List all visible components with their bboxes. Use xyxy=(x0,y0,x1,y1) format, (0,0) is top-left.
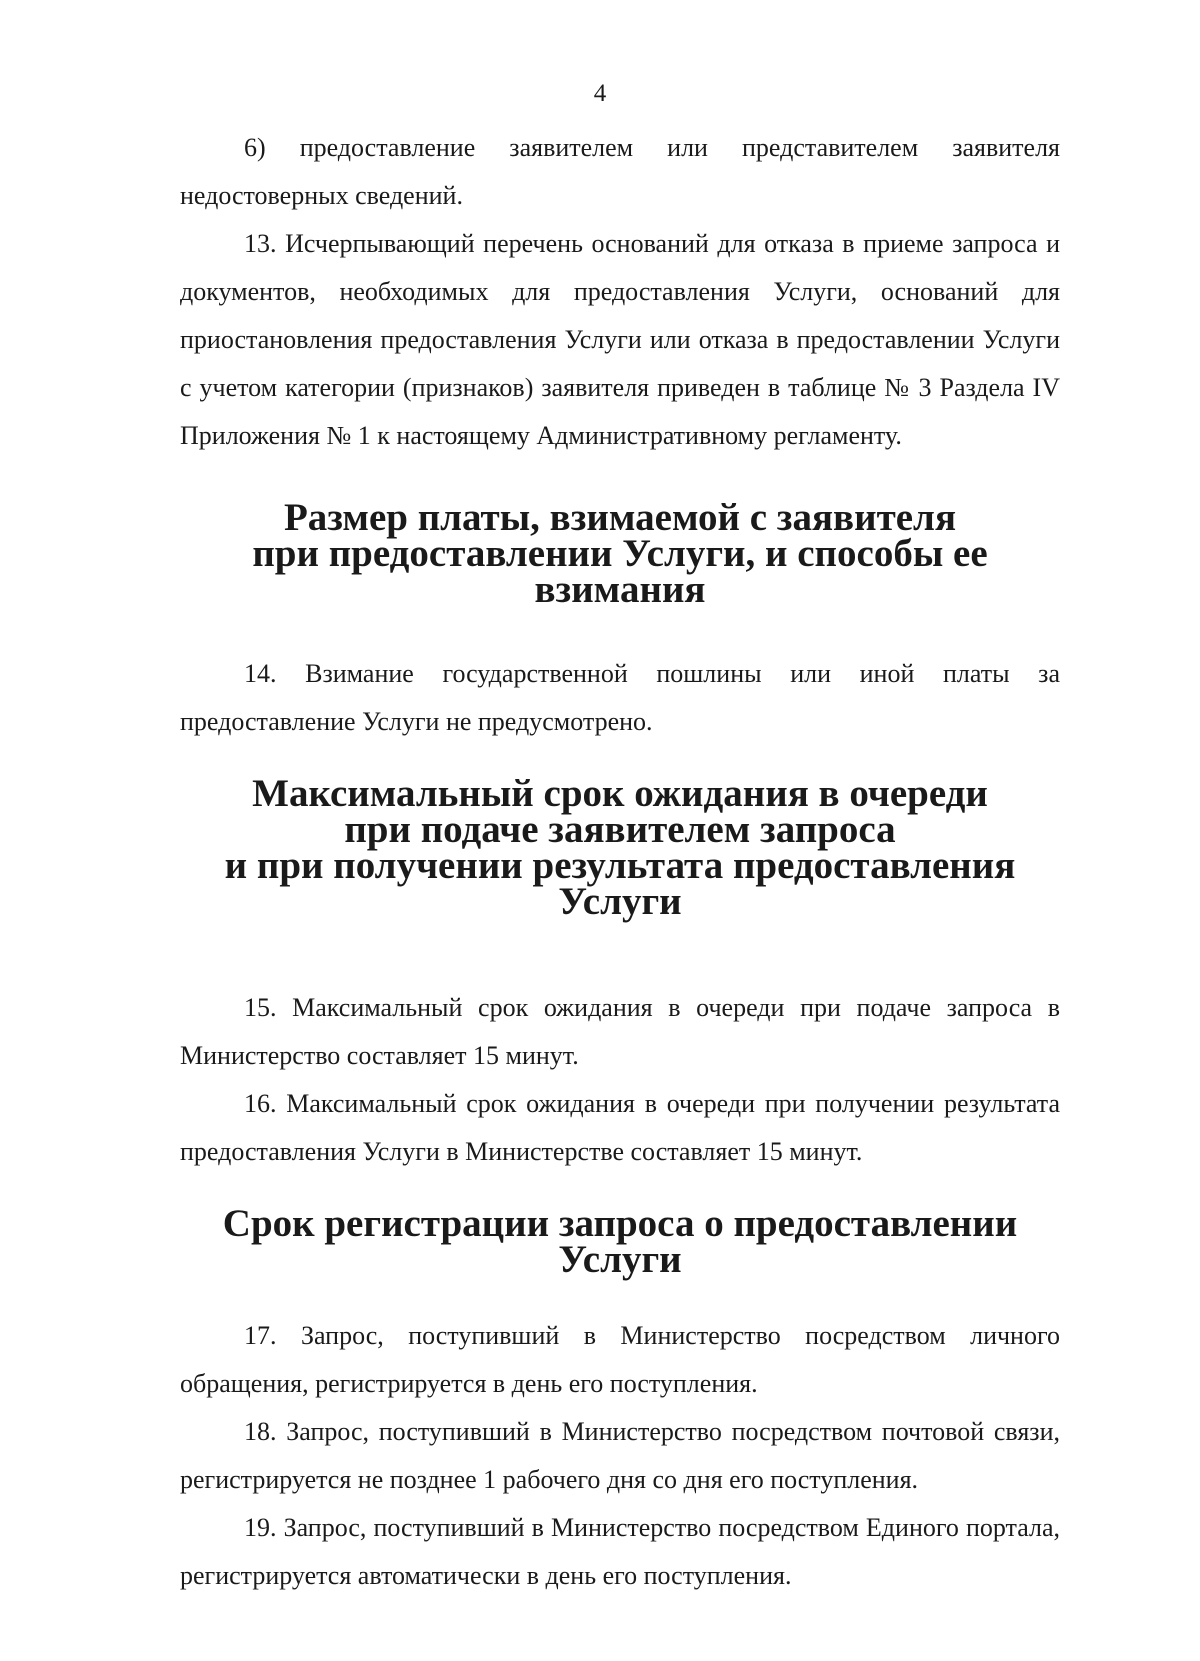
paragraph-15: 15. Максимальный срок ожидания в очереди при подаче запроса в Министерство составляет 15 минут. xyxy=(180,993,1060,1070)
heading-line: Срок регистрации запроса о предоставлении Услуги xyxy=(222,1202,1018,1281)
heading-line: Размер платы, взимаемой с заявителя xyxy=(283,496,957,539)
section-heading-fee xyxy=(180,496,1060,611)
paragraph-17: 17. Запрос, поступивший в Министерство посредством личного обращения, регистрируется в день его поступления. xyxy=(180,1321,1060,1398)
document-body xyxy=(180,124,1060,1600)
paragraph-19: 19. Запрос, поступивший в Министерство посредством Единого портала, регистрируется автоматически в день его поступления. xyxy=(180,1513,1060,1590)
paragraph-18: 18. Запрос, поступивший в Министерство посредством почтовой связи, регистрируется не позднее 1 рабочего дня со дня его поступления. xyxy=(180,1417,1060,1494)
heading-line: Максимальный срок ожидания в очереди xyxy=(252,772,988,815)
heading-line: и при получении результата предоставления Услуги xyxy=(224,844,1016,923)
paragraph-16: 16. Максимальный срок ожидания в очереди при получении результата предоставления Услуги в Министерстве составляет 15 минут. xyxy=(180,1089,1060,1166)
page-number: 4 xyxy=(593,80,607,107)
heading-line: при предоставлении Услуги, и способы ее взимания xyxy=(252,532,988,611)
section-heading-wait-time xyxy=(180,772,1060,923)
section-heading-registration xyxy=(180,1202,1060,1281)
paragraph-6: 6) предоставление заявителем или представителем заявителя недостоверных сведений. xyxy=(180,133,1060,210)
paragraph-13: 13. Исчерпывающий перечень оснований для отказа в приеме запроса и документов, необходимых для предоставления Услуги, оснований для приостановления предоставления Услуги или отказа в предоставлении Услуги с учетом категории (признаков) заявителя приведен в таблице № 3 Раздела IV Приложения № 1 к настоящему Административному регламенту. xyxy=(180,229,1060,450)
heading-line: при подаче заявителем запроса xyxy=(344,808,896,851)
paragraph-14: 14. Взимание государственной пошлины или иной платы за предоставление Услуги не предусмотрено. xyxy=(180,659,1060,736)
